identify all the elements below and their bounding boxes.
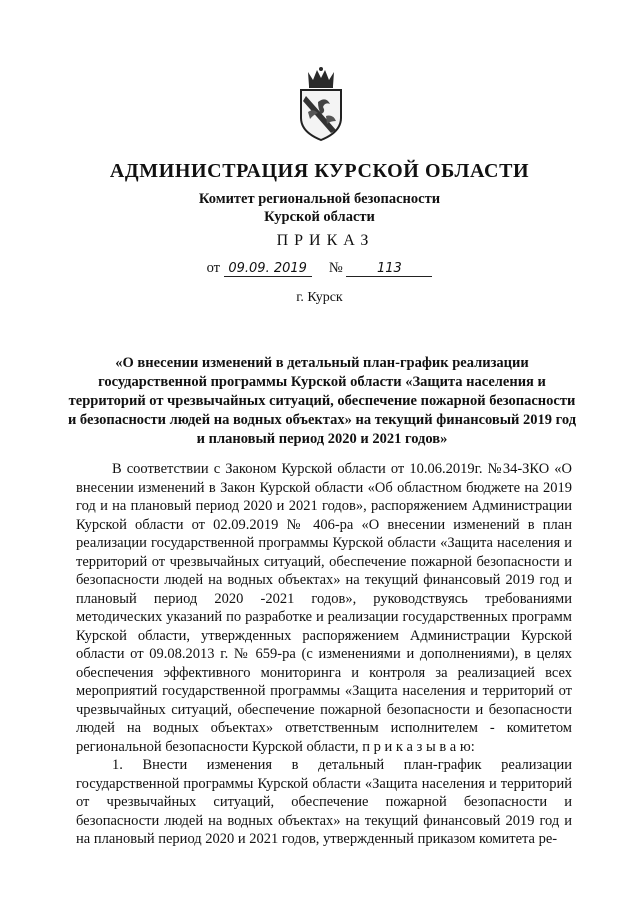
- committee-name: [0, 190, 639, 226]
- coat-of-arms-icon: [296, 66, 346, 142]
- body-paragraph-item-1: 1. Внести изменения в детальный план-график реализации государственной программы Курской области «Защита населения и территорий от чрезвычайных ситуаций, обеспечение пожарной безопасности и безопасности людей на водных объектах» на текущий финансовый 2019 год и на плановый период 2020 и 2021 годов, утвержденный приказом комитета ре-: [76, 757, 572, 847]
- order-subject: «О внесении изменений в детальный план-график реализации государственной программы Курской области «Защита населения и территорий от чрезвычайных ситуаций, обеспечение пожарной безопасности и безопасности людей на водных объектах» на текущий финансовый 2019 год и плановый период 2020 и 2021 годов»: [67, 355, 577, 447]
- body-paragraph-preamble: В соответствии с Законом Курской области от 10.06.2019г. №34-ЗКО «О внесении изменений в Закон Курской области «Об областном бюджете на 2019 год и на плановый период 2020 и 2021 годов», распоряжением Администрации Курской области от 02.09.2019 № 406-ра «О внесении изменений в план реализации государственной программы Курской области «Защита населения и территорий от чрезвычайных ситуаций, обеспечение пожарной безопасности и безопасности людей на водных объектах» на текущий финансовый 2019 год и плановый период 2020 -2021 годов», руководствуясь требованиями методических указаний по разработке и реализации государственных программ Курской области, утвержденных распоряжением Администрации Курской области от 09.08.2013 г. № 659-ра (с изменениями и дополнениями), в целях обеспечения эффективного мониторинга и контроля за реализацией всех мероприятий государственной программы «Защита населения и территорий от чрезвычайных ситуаций, обеспечение пожарной безопасности и безопасности людей на водных объектах» ответственным исполнителем - комитетом региональной безопасности Курской области, п р и к а з ы в а ю:: [76, 461, 572, 755]
- number-label: №: [328, 260, 343, 276]
- order-date: 09.09. 2019: [224, 261, 312, 277]
- committee-line-2: Курской области: [264, 209, 375, 225]
- city: г. Курск: [296, 290, 343, 305]
- date-label: от: [206, 260, 221, 276]
- committee-line-1: Комитет региональной безопасности: [198, 191, 441, 207]
- organization-title: АДМИНИСТРАЦИЯ КУРСКОЙ ОБЛАСТИ: [109, 160, 530, 182]
- document-type: ПРИКАЗ: [276, 232, 375, 249]
- order-number: 113: [346, 261, 432, 277]
- order-body: [76, 460, 572, 849]
- date-number-line: [0, 260, 639, 277]
